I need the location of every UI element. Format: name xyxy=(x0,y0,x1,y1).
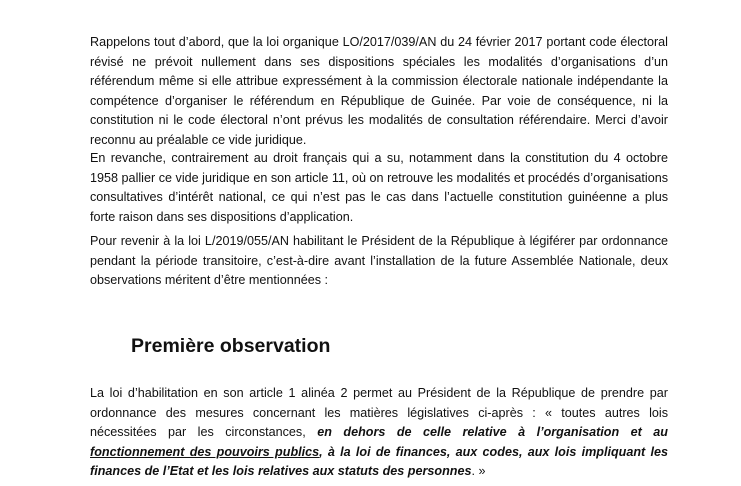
emphasized-text-continued: , à la loi de finances, aux codes, aux lois impliquant les finances de l’Etat et les lois relatives aux statuts des personnes xyxy=(90,444,668,479)
section-heading: Première observation xyxy=(131,335,331,357)
paragraph-closing-text: . » xyxy=(471,464,486,479)
paragraph-habilitation-law: Pour revenir à la loi L/2019/055/AN habilitant le Président de la République à légiférer par ordonnance pendant la période transitoire, c’est-à-dire avant l’installation de la future Assemblée Nationale, deux observations méritent d’être mentionnées : xyxy=(90,234,668,288)
paragraph-legal-context: Rappelons tout d’abord, que la loi organique LO/2017/039/AN du 24 février 2017 portant code électoral révisé ne prévoit nullement dans ses dispositions spéciales les modalités d’organisations d’un référendum même si elle attribue expressément à la commission électorale nationale indépendante la compétence d’organiser le référendum en République de Guinée. Par voie de conséquence, ni la constitution ni le code électoral n’ont prévus les modalités de consultation référendaire. Merci d’avoir reconnu au préalable ce vide juridique. xyxy=(90,35,668,147)
paragraph-french-law-comparison: En revanche, contrairement au droit français qui a su, notamment dans la constitution du 4 octobre 1958 pallier ce vide juridique en son article 11, où on retrouve les modalités et procédés d’organisations consultatives d’intérêt national, ce qui n’est pas le cas dans l’actuelle constitution guinéenne a plus forte raison dans ses dispositions d’application. xyxy=(90,151,668,224)
underlined-emphasized-text: fonctionnement des pouvoirs publics xyxy=(90,444,320,459)
paragraph-first-observation xyxy=(90,384,668,482)
emphasized-text: en dehors de celle relative à l’organisation et au xyxy=(317,425,668,440)
paragraph-intro-text: La loi d’habilitation en son article 1 alinéa 2 permet au Président de la République de prendre par ordonnance des mesures concernant les matières législatives ci-après : « toutes autres lois nécessitées par les circonstances, xyxy=(90,386,668,440)
